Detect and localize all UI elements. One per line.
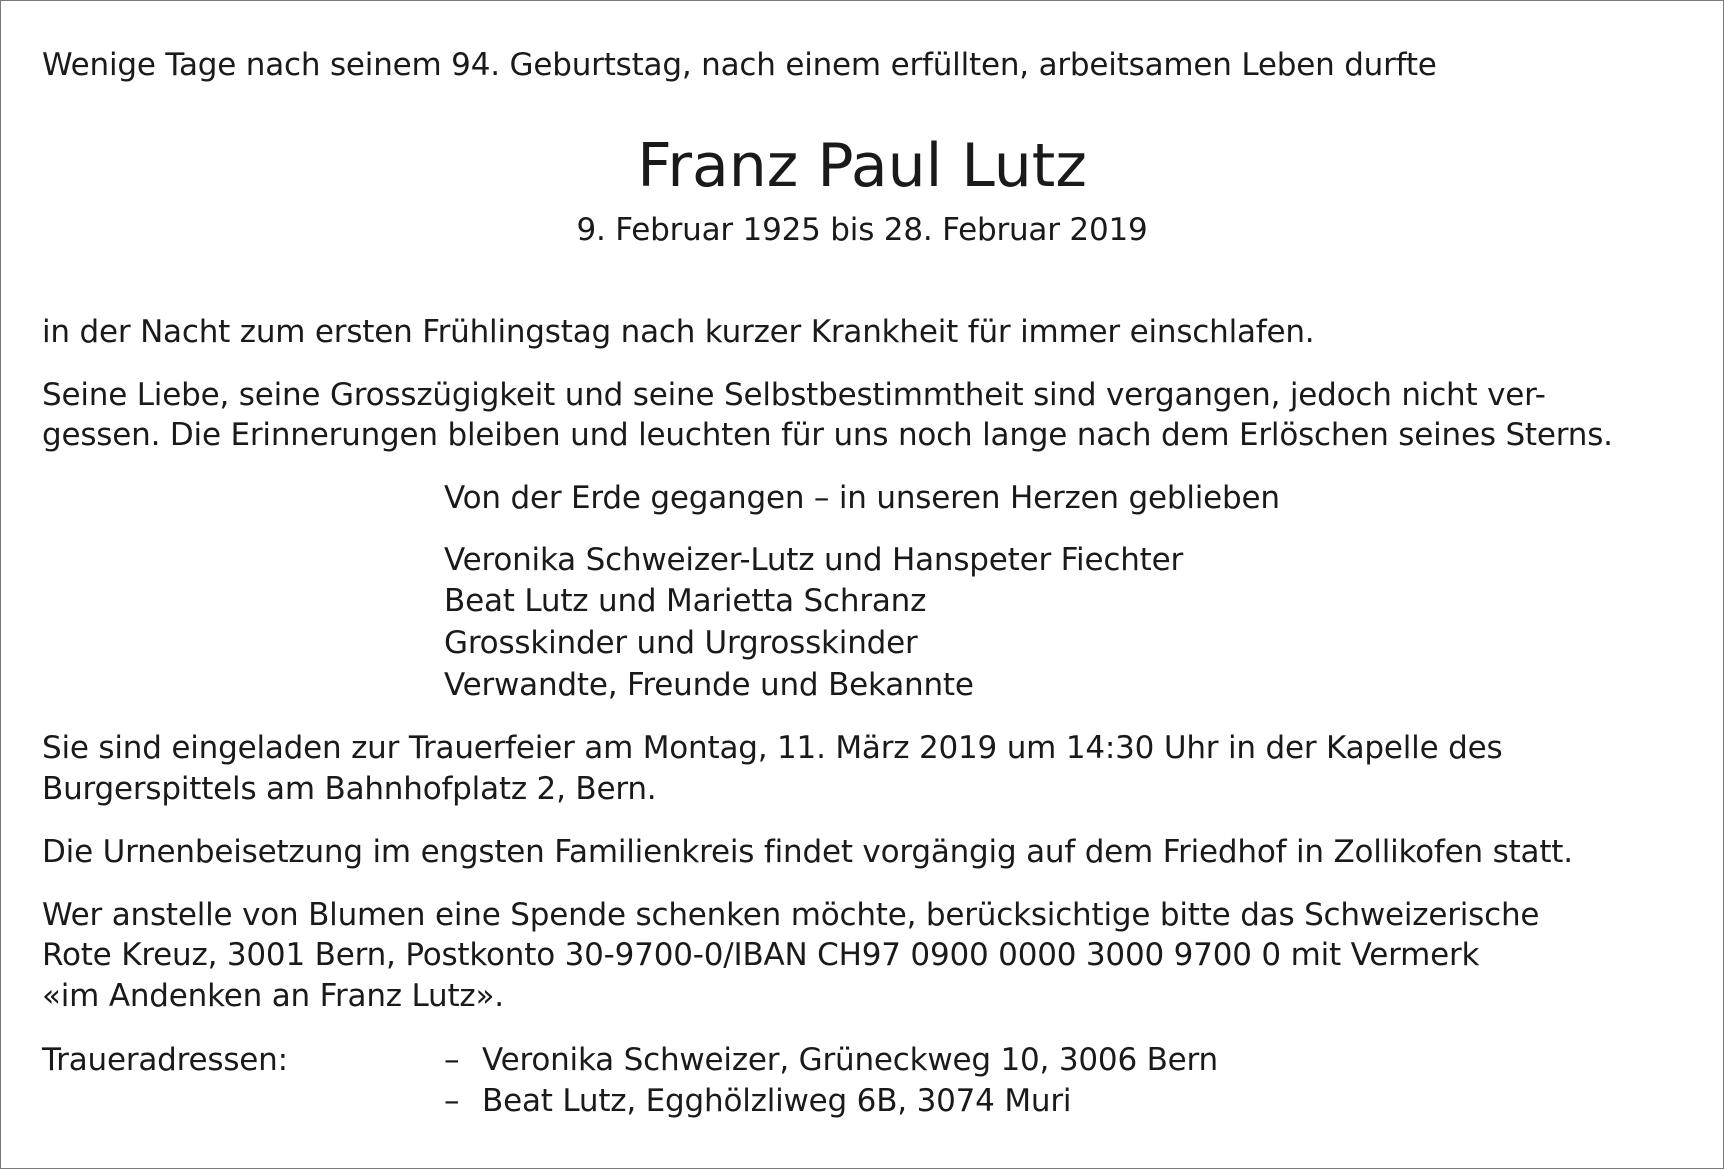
- donation-line-3: «im Andenken an Franz Lutz».: [42, 978, 504, 1014]
- mourner-3: Grosskinder und Urgrosskinder: [444, 625, 918, 661]
- address-2-dash: –: [444, 1083, 460, 1119]
- tribute-line-1: Seine Liebe, seine Grosszügigkeit und seine Selbstbestimmtheit sind vergangen, jedoch nicht ver-: [42, 377, 1546, 413]
- mourner-1: Veronika Schweizer-Lutz und Hanspeter Fiechter: [444, 542, 1184, 578]
- ceremony-line-1: Sie sind eingeladen zur Trauerfeier am Montag, 11. März 2019 um 14:30 Uhr in der Kapelle des: [42, 730, 1503, 766]
- ceremony-line-2: Burgerspittels am Bahnhofplatz 2, Bern.: [42, 771, 657, 807]
- mourner-4: Verwandte, Freunde und Bekannte: [444, 667, 974, 703]
- deceased-name: Franz Paul Lutz: [637, 131, 1087, 201]
- address-2: Beat Lutz, Egghölzliweg 6B, 3074 Muri: [482, 1083, 1072, 1119]
- donation-line-1: Wer anstelle von Blumen eine Spende schenken möchte, berücksichtige bitte das Schweizerische: [42, 897, 1540, 933]
- intro-text: Wenige Tage nach seinem 94. Geburtstag, nach einem erfüllten, arbeitsamen Leben durfte: [42, 47, 1437, 83]
- address-1-dash: –: [444, 1042, 460, 1078]
- donation-line-2: Rote Kreuz, 3001 Bern, Postkonto 30-9700-0/IBAN CH97 0900 0000 3000 9700 0 mit Vermerk: [42, 937, 1480, 973]
- tribute-line-2: gessen. Die Erinnerungen bleiben und leuchten für uns noch lange nach dem Erlöschen seines Sterns.: [42, 417, 1613, 453]
- burial-text: Die Urnenbeisetzung im engsten Familienkreis findet vorgängig auf dem Friedhof in Zollikofen statt.: [42, 834, 1573, 870]
- motto: Von der Erde gegangen – in unseren Herzen geblieben: [444, 480, 1280, 516]
- addresses-label: Traueradressen:: [42, 1042, 288, 1078]
- address-1: Veronika Schweizer, Grüneckweg 10, 3006 Bern: [482, 1042, 1219, 1078]
- mourner-2: Beat Lutz und Marietta Schranz: [444, 583, 927, 619]
- life-dates: 9. Februar 1925 bis 28. Februar 2019: [576, 212, 1148, 248]
- passing-text: in der Nacht zum ersten Frühlingstag nach kurzer Krankheit für immer einschlafen.: [42, 314, 1315, 350]
